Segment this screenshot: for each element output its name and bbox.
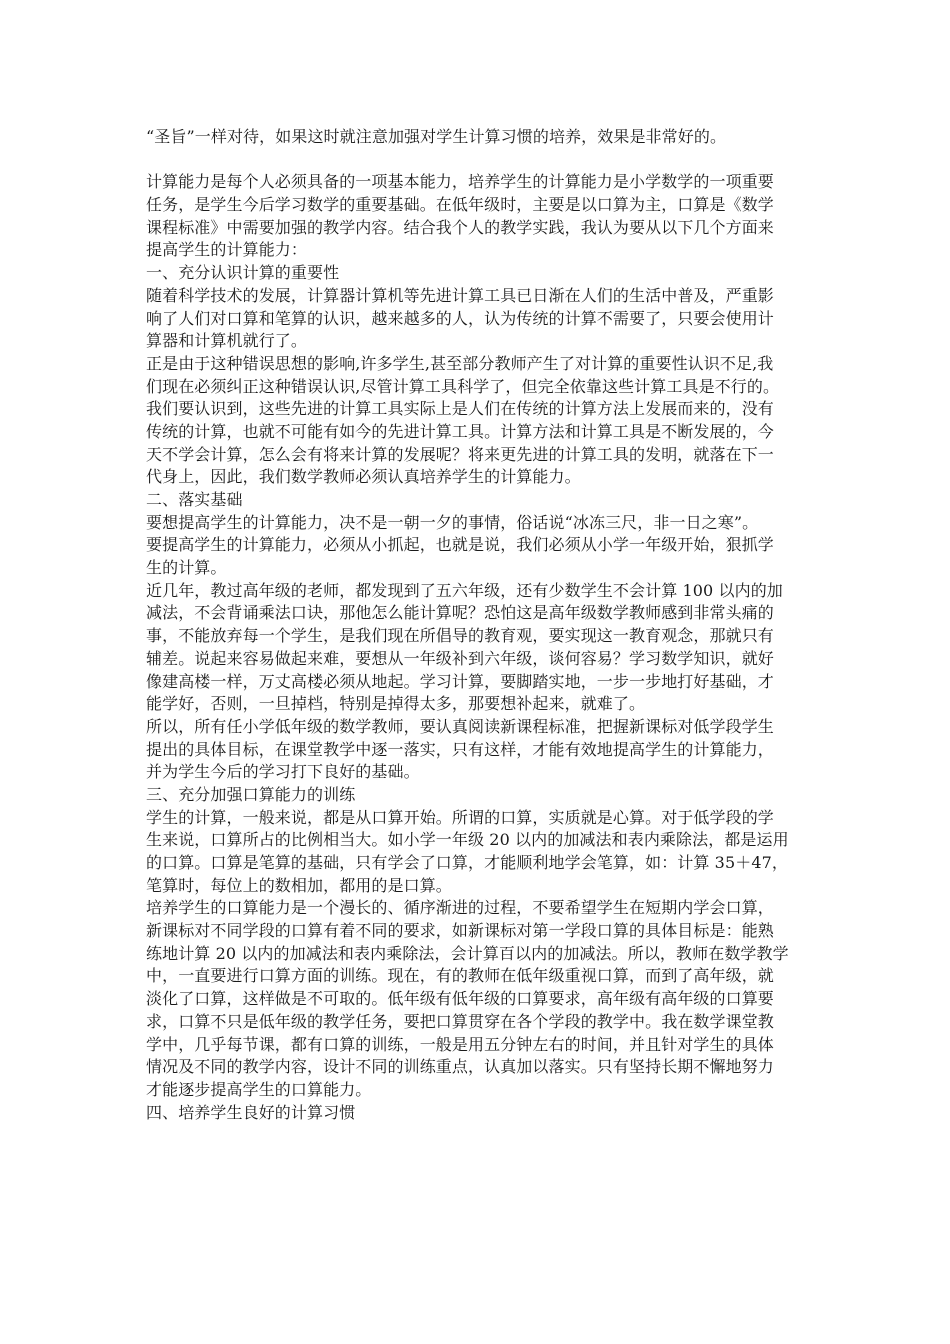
paragraph: [146, 285, 810, 353]
section-heading: [146, 262, 810, 285]
text-line: 代身上，因此，我们数学教师必须认真培养学生的计算能力。: [146, 467, 581, 487]
paragraph: [146, 580, 810, 716]
text-line: 一、充分认识计算的重要性: [146, 263, 340, 283]
section-heading: [146, 1102, 810, 1125]
text-line: 计算能力是每个人必须具备的一项基本能力，培养学生的计算能力是小学数学的一项重要: [146, 172, 774, 192]
text-line: 算器和计算机就行了。: [146, 331, 308, 351]
text-line: 学生的计算，一般来说，都是从口算开始。所谓的口算，实质就是心算。对于低学段的学: [146, 807, 774, 827]
text-line: 求，口算不只是低年级的教学任务，要把口算贯穿在各个学段的教学中。我在数学课堂教: [146, 1011, 774, 1031]
text-line: 生的计算。: [146, 558, 227, 578]
paragraph-gap: [146, 149, 810, 172]
text-line: 新课标对不同学段的口算有着不同的要求，如新课标对第一学段口算的具体目标是：能熟: [146, 921, 774, 941]
text-line: 二、落实基础: [146, 490, 243, 509]
paragraph: [146, 512, 810, 580]
text-line: 培养学生的口算能力是一个漫长的、循序渐进的过程，不要希望学生在短期内学会口算，: [146, 898, 774, 918]
text-line: 淡化了口算，这样做是不可取的。低年级有低年级的口算要求，高年级有高年级的口算要: [146, 989, 774, 1009]
text-line: 三、充分加强口算能力的训练: [146, 784, 356, 804]
paragraph: [146, 171, 810, 262]
text-line: 要提高学生的计算能力，必须从小抓起，也就是说，我们必须从小学一年级开始，狠抓学: [146, 535, 774, 555]
text-line: 情况及不同的教学内容，设计不同的训练重点，认真加以落实。只有坚持长期不懈地努力: [146, 1057, 774, 1077]
text-line: 中，一直要进行口算方面的训练。现在，有的教师在低年级重视口算，而到了高年级，就: [146, 966, 774, 986]
text-line: 课程标准》中需要加强的教学内容。结合我个人的教学实践，我认为要从以下几个方面来: [146, 217, 774, 237]
text-line: 辅差。说起来容易做起来难，要想从一年级补到六年级，谈何容易？学习数学知识，就好: [146, 648, 774, 668]
text-line: 像建高楼一样，万丈高楼必须从地起。学习计算，要脚踏实地，一步一步地打好基础，才: [146, 671, 774, 691]
text-line: 传统的计算，也就不可能有如今的先进计算工具。计算方法和计算工具是不断发展的，今: [146, 421, 774, 441]
text-line: 要想提高学生的计算能力，决不是一朝一夕的事情，俗话说“冰冻三尺，非一日之寒”。: [146, 512, 759, 532]
document-page: [146, 126, 810, 1124]
text-line: 的口算。口算是笔算的基础，只有学会了口算，才能顺利地学会笔算，如：计算 35＋47，: [146, 853, 789, 872]
text-line: 正是由于这种错误思想的影响,许多学生,甚至部分教师产生了对计算的重要性认识不足,我: [146, 353, 774, 373]
text-line: 练地计算 20 以内的加减法和表内乘除法，会计算百以内的加减法。所以，教师在数学教学: [146, 943, 789, 963]
text-line: 近几年，教过高年级的老师，都发现到了五六年级，还有少数学生不会计算 100 以内的加: [146, 580, 783, 600]
text-line: 事，不能放弃每一个学生，是我们现在所倡导的教育观，要实现这一教育观念，那就只有: [146, 626, 774, 646]
text-line: 并为学生今后的学习打下良好的基础。: [146, 762, 420, 782]
document-body: [146, 171, 810, 1124]
paragraph: [146, 807, 810, 898]
text-line: 学中，几乎每节课，都有口算的训练，一般是用五分钟左右的时间，并且针对学生的具体: [146, 1034, 774, 1054]
text-line: 随着科学技术的发展，计算器计算机等先进计算工具已日渐在人们的生活中普及，严重影: [146, 285, 774, 305]
text-line: 提出的具体目标，在课堂教学中逐一落实，只有这样，才能有效地提高学生的计算能力，: [146, 739, 774, 759]
text-line: 提高学生的计算能力：: [146, 240, 308, 260]
paragraph: [146, 353, 810, 489]
text-line: 生来说，口算所占的比例相当大。如小学一年级 20 以内的加减法和表内乘除法，都是运用: [146, 830, 789, 850]
text-line: 减法，不会背诵乘法口诀，那他怎么能计算呢？恐怕这是高年级数学教师感到非常头痛的: [146, 603, 774, 623]
text-line: 所以，所有任小学低年级的数学教师，要认真阅读新课程标准，把握新课标对低学段学生: [146, 716, 774, 736]
text-line: 笔算时，每位上的数相加，都用的是口算。: [146, 875, 452, 895]
text-line: 四、培养学生良好的计算习惯: [146, 1102, 356, 1122]
text-line: 能学好，否则，一旦掉档，特别是掉得太多，那要想补起来，就难了。: [146, 694, 646, 714]
text-line: 们现在必须纠正这种错误认识,尽管计算工具科学了，但完全依靠这些计算工具是不行的。: [146, 376, 780, 396]
text-line: 任务，是学生今后学习数学的重要基础。在低年级时，主要是以口算为主，口算是《数学: [146, 195, 774, 215]
text-line: 才能逐步提高学生的口算能力。: [146, 1079, 372, 1099]
paragraph: [146, 716, 810, 784]
text-line: 天不学会计算，怎么会有将来计算的发展呢？将来更先进的计算工具的发明，就落在下一: [146, 444, 774, 464]
text-line: 我们要认识到，这些先进的计算工具实际上是人们在传统的计算方法上发展而来的，没有: [146, 399, 774, 419]
intro-line: “圣旨”一样对待，如果这时就注意加强对学生计算习惯的培养，效果是非常好的。: [146, 127, 727, 146]
section-heading: [146, 489, 810, 512]
paragraph: [146, 897, 810, 1101]
text-line: 响了人们对口算和笔算的认识，越来越多的人，认为传统的计算不需要了，只要会使用计: [146, 308, 774, 328]
section-heading: [146, 784, 810, 807]
